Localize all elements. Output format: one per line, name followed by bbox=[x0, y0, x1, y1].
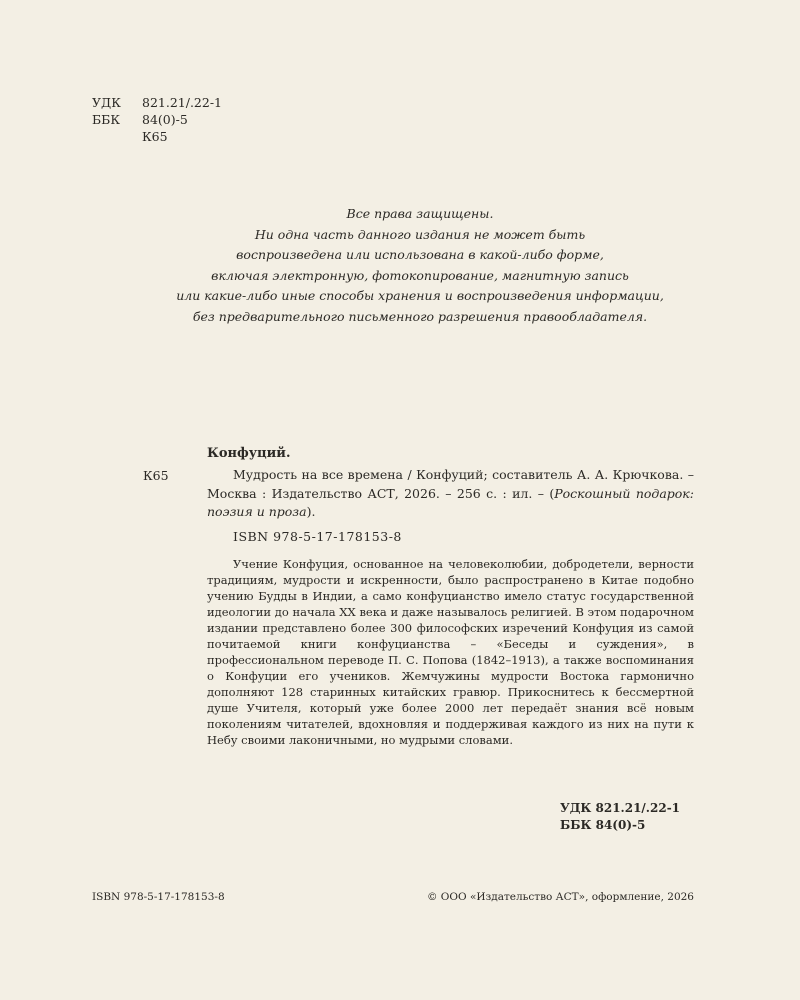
bottom-udk: УДК 821.21/.22-1 bbox=[560, 801, 681, 815]
bbk-value: 84(0)-5 bbox=[142, 112, 188, 127]
bibliographic-description bbox=[207, 466, 694, 522]
isbn: ISBN 978-5-17-178153-8 bbox=[233, 529, 402, 544]
rights-notice bbox=[120, 204, 720, 327]
bottom-bbk: ББК 84(0)-5 bbox=[560, 818, 646, 832]
rights-line: или какие-либо иные способы хранения и воспроизведения информации, bbox=[176, 288, 664, 303]
udk-label: УДК bbox=[92, 95, 121, 110]
annotation: Учение Конфуция, основанное на человеколюбии, добродетели, верности традициям, мудрости и искренности, было распространено в Китае подобно учению Будды в Индии, а само конфуцианство имело статус государственной идеологии до начала XX века и даже называлось религией. В этом подарочном издании представлено более 300 философских изречений Конфуция из самой почитаемой книги конфуцианства – «Беседы и суждения», в профессиональном переводе П. С. Попова (1842–1913), а также воспоминания о Конфуции его учеников. Жемчужины мудрости Востока гармонично дополняют 128 старинных китайских гравюр. Прикоснитесь к бессмертной душе Учителя, который уже более 2000 лет передаёт знания всё новым поколениям читателей, вдохновляя и поддерживая каждого из них на пути к Небу своими лаконичными, но мудрыми словами. bbox=[207, 557, 694, 747]
rights-line: включая электронную, фотокопирование, магнитную запись bbox=[211, 267, 629, 283]
rights-line: воспроизведена или использована в какой-либо форме, bbox=[236, 247, 604, 262]
rights-line: Ни одна часть данного издания не может быть bbox=[254, 226, 586, 242]
udk-value: 821.21/.22-1 bbox=[142, 95, 223, 110]
classification-block bbox=[92, 94, 222, 145]
author-heading: Конфуций. bbox=[207, 446, 291, 461]
footer-copyright: © ООО «Издательство АСТ», оформление, 2026 bbox=[426, 891, 694, 903]
cutter-code: К65 bbox=[142, 129, 168, 144]
bottom-codes bbox=[560, 800, 694, 834]
rights-line: Все права защищены. bbox=[346, 206, 494, 221]
bbk-label: ББК bbox=[92, 112, 121, 127]
series-title: Роскошный подарок: поэзия и проза bbox=[207, 485, 694, 519]
bibliography-cutter: К65 bbox=[143, 468, 169, 483]
description-main: Мудрость на все времена / Конфуций; составитель А. А. Крючкова. – Москва : Издательство АСТ, 2026. – 256 с. : ил. – ( bbox=[207, 467, 694, 501]
footer-isbn: ISBN 978-5-17-178153-8 bbox=[92, 891, 225, 903]
description-end: ). bbox=[306, 504, 316, 519]
rights-line: без предварительного письменного разрешения правообладателя. bbox=[192, 308, 648, 324]
